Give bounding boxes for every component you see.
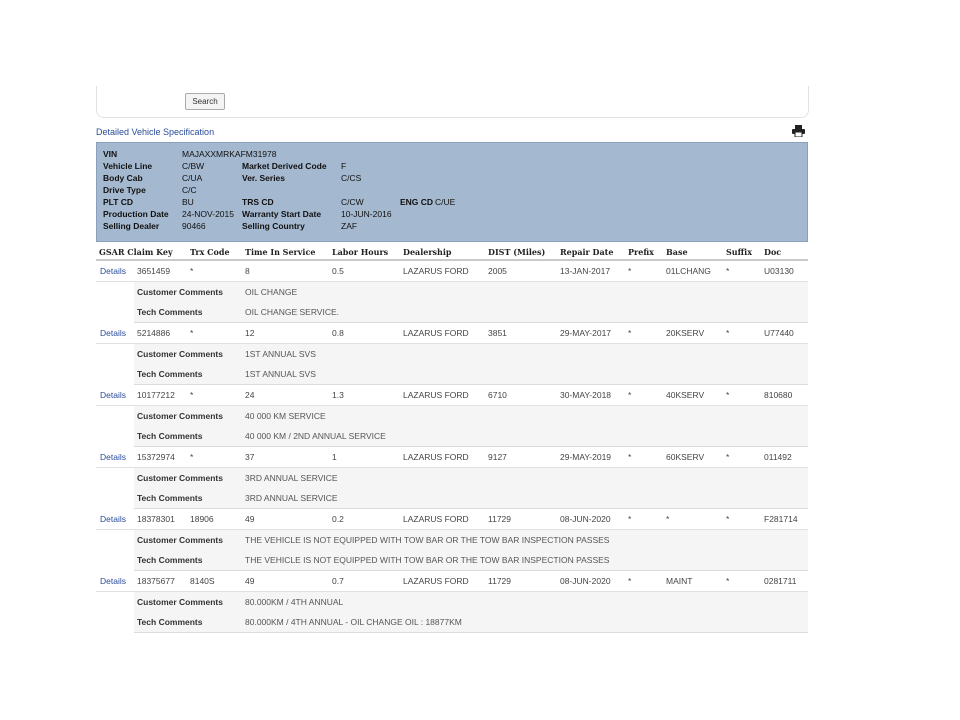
claim-key-cell: 10177212 bbox=[134, 385, 187, 406]
base-cell: * bbox=[663, 509, 723, 530]
customer-comments-row bbox=[96, 592, 808, 613]
tech-comments-text: OIL CHANGE SERVICE. bbox=[242, 302, 808, 323]
trx-code-cell: 18906 bbox=[187, 509, 242, 530]
customer-comments-row bbox=[96, 468, 808, 489]
col-header-base: Base bbox=[663, 244, 723, 260]
production-date-value: 24-NOV-2015 bbox=[182, 209, 234, 219]
labor-hours-cell: 1 bbox=[329, 447, 400, 468]
tech-comments-label: Tech Comments bbox=[134, 550, 242, 571]
claim-key-cell: 18378301 bbox=[134, 509, 187, 530]
base-cell: MAINT bbox=[663, 571, 723, 592]
tech-comments-row bbox=[96, 550, 808, 571]
doc-cell: 810680 bbox=[761, 385, 808, 406]
col-header-time-in-service: Time In Service bbox=[242, 244, 329, 260]
vehicle-line-label: Vehicle Line bbox=[103, 161, 153, 171]
dist-cell: 9127 bbox=[485, 447, 557, 468]
time-in-service-cell: 8 bbox=[242, 260, 329, 282]
suffix-cell: * bbox=[723, 447, 761, 468]
ver-series-value: C/CS bbox=[341, 173, 362, 183]
vehicle-spec-panel bbox=[96, 142, 808, 242]
vehicle-line-value: C/BW bbox=[182, 161, 205, 171]
doc-cell: F281714 bbox=[761, 509, 808, 530]
dealership-cell: LAZARUS FORD bbox=[400, 323, 485, 344]
dist-cell: 11729 bbox=[485, 509, 557, 530]
tech-comments-text: 1ST ANNUAL SVS bbox=[242, 364, 808, 385]
plt-cd-value: BU bbox=[182, 197, 194, 207]
details-link[interactable]: Details bbox=[96, 571, 134, 592]
search-panel bbox=[96, 86, 809, 118]
suffix-cell: * bbox=[723, 385, 761, 406]
claim-key-cell: 3651459 bbox=[134, 260, 187, 282]
dist-cell: 3851 bbox=[485, 323, 557, 344]
time-in-service-cell: 49 bbox=[242, 571, 329, 592]
base-cell: 40KSERV bbox=[663, 385, 723, 406]
details-link[interactable]: Details bbox=[96, 509, 134, 530]
eng-cd-value: C/UE bbox=[435, 197, 456, 207]
prefix-cell: * bbox=[625, 260, 663, 282]
tech-comments-row bbox=[96, 612, 808, 633]
col-header-prefix: Prefix bbox=[625, 244, 663, 260]
labor-hours-cell: 0.7 bbox=[329, 571, 400, 592]
suffix-cell: * bbox=[723, 571, 761, 592]
dist-cell: 2005 bbox=[485, 260, 557, 282]
table-header-row bbox=[96, 244, 808, 260]
customer-comments-label: Customer Comments bbox=[134, 282, 242, 303]
customer-comments-label: Customer Comments bbox=[134, 344, 242, 365]
repair-date-cell: 13-JAN-2017 bbox=[557, 260, 625, 282]
col-header-suffix: Suffix bbox=[723, 244, 761, 260]
details-link[interactable]: Details bbox=[96, 260, 134, 282]
customer-comments-row bbox=[96, 530, 808, 551]
details-link[interactable]: Details bbox=[96, 323, 134, 344]
claim-key-cell: 18375677 bbox=[134, 571, 187, 592]
table-row bbox=[96, 323, 808, 344]
tech-comments-text: 80.000KM / 4TH ANNUAL - OIL CHANGE OIL : 18877KM bbox=[242, 612, 808, 633]
customer-comments-label: Customer Comments bbox=[134, 530, 242, 551]
prefix-cell: * bbox=[625, 571, 663, 592]
doc-cell: 011492 bbox=[761, 447, 808, 468]
dealership-cell: LAZARUS FORD bbox=[400, 260, 485, 282]
labor-hours-cell: 0.5 bbox=[329, 260, 400, 282]
table-row bbox=[96, 260, 808, 282]
tech-comments-label: Tech Comments bbox=[134, 488, 242, 509]
col-header-trx-code: Trx Code bbox=[187, 244, 242, 260]
ver-series-label: Ver. Series bbox=[242, 173, 286, 183]
printer-icon[interactable] bbox=[792, 125, 805, 137]
tech-comments-label: Tech Comments bbox=[134, 612, 242, 633]
market-code-label: Market Derived Code bbox=[242, 161, 327, 171]
prefix-cell: * bbox=[625, 509, 663, 530]
col-header-labor-hours: Labor Hours bbox=[329, 244, 400, 260]
doc-cell: U03130 bbox=[761, 260, 808, 282]
table-row bbox=[96, 447, 808, 468]
customer-comments-row bbox=[96, 282, 808, 303]
tech-comments-row bbox=[96, 426, 808, 447]
trx-code-cell: * bbox=[187, 323, 242, 344]
selling-country-value: ZAF bbox=[341, 221, 358, 231]
claims-table bbox=[96, 244, 808, 633]
trx-code-cell: * bbox=[187, 447, 242, 468]
customer-comments-text: 80.000KM / 4TH ANNUAL bbox=[242, 592, 808, 613]
spec-title[interactable]: Detailed Vehicle Specification bbox=[96, 127, 215, 137]
tech-comments-row bbox=[96, 302, 808, 323]
labor-hours-cell: 1.3 bbox=[329, 385, 400, 406]
dist-cell: 6710 bbox=[485, 385, 557, 406]
details-link[interactable]: Details bbox=[96, 385, 134, 406]
repair-date-cell: 30-MAY-2018 bbox=[557, 385, 625, 406]
customer-comments-text: 40 000 KM SERVICE bbox=[242, 406, 808, 427]
repair-date-cell: 29-MAY-2019 bbox=[557, 447, 625, 468]
customer-comments-row bbox=[96, 406, 808, 427]
customer-comments-label: Customer Comments bbox=[134, 468, 242, 489]
prefix-cell: * bbox=[625, 447, 663, 468]
dealership-cell: LAZARUS FORD bbox=[400, 571, 485, 592]
time-in-service-cell: 49 bbox=[242, 509, 329, 530]
col-header-repair-date: Repair Date bbox=[557, 244, 625, 260]
drive-type-value: C/C bbox=[182, 185, 197, 195]
tech-comments-text: 3RD ANNUAL SERVICE bbox=[242, 488, 808, 509]
suffix-cell: * bbox=[723, 260, 761, 282]
repair-date-cell: 08-JUN-2020 bbox=[557, 571, 625, 592]
trs-cd-value: C/CW bbox=[341, 197, 364, 207]
body-cab-value: C/UA bbox=[182, 173, 203, 183]
doc-cell: U77440 bbox=[761, 323, 808, 344]
col-header-doc: Doc bbox=[761, 244, 808, 260]
col-header-claim-key: GSAR Claim Key bbox=[96, 244, 187, 260]
tech-comments-label: Tech Comments bbox=[134, 302, 242, 323]
tech-comments-row bbox=[96, 364, 808, 385]
base-cell: 20KSERV bbox=[663, 323, 723, 344]
search-button[interactable]: Search bbox=[185, 93, 225, 110]
suffix-cell: * bbox=[723, 509, 761, 530]
selling-country-label: Selling Country bbox=[242, 221, 305, 231]
customer-comments-text: OIL CHANGE bbox=[242, 282, 808, 303]
details-link[interactable]: Details bbox=[96, 447, 134, 468]
dist-cell: 11729 bbox=[485, 571, 557, 592]
time-in-service-cell: 12 bbox=[242, 323, 329, 344]
customer-comments-label: Customer Comments bbox=[134, 406, 242, 427]
base-cell: 01LCHANG bbox=[663, 260, 723, 282]
tech-comments-text: 40 000 KM / 2ND ANNUAL SERVICE bbox=[242, 426, 808, 447]
labor-hours-cell: 0.2 bbox=[329, 509, 400, 530]
repair-date-cell: 29-MAY-2017 bbox=[557, 323, 625, 344]
table-row bbox=[96, 571, 808, 592]
labor-hours-cell: 0.8 bbox=[329, 323, 400, 344]
trx-code-cell: * bbox=[187, 260, 242, 282]
customer-comments-row bbox=[96, 344, 808, 365]
doc-cell: 0281711 bbox=[761, 571, 808, 592]
customer-comments-text: THE VEHICLE IS NOT EQUIPPED WITH TOW BAR OR THE TOW BAR INSPECTION PASSES bbox=[242, 530, 808, 551]
trs-cd-label: TRS CD bbox=[242, 197, 274, 207]
tech-comments-row bbox=[96, 488, 808, 509]
suffix-cell: * bbox=[723, 323, 761, 344]
time-in-service-cell: 24 bbox=[242, 385, 329, 406]
table-row bbox=[96, 385, 808, 406]
dealership-cell: LAZARUS FORD bbox=[400, 385, 485, 406]
time-in-service-cell: 37 bbox=[242, 447, 329, 468]
col-header-dist: DIST (Miles) bbox=[485, 244, 557, 260]
prefix-cell: * bbox=[625, 385, 663, 406]
plt-cd-label: PLT CD bbox=[103, 197, 134, 207]
dealership-cell: LAZARUS FORD bbox=[400, 447, 485, 468]
claim-key-cell: 15372974 bbox=[134, 447, 187, 468]
warranty-start-label: Warranty Start Date bbox=[242, 209, 322, 219]
warranty-start-value: 10-JUN-2016 bbox=[341, 209, 392, 219]
market-code-value: F bbox=[341, 161, 347, 171]
customer-comments-text: 1ST ANNUAL SVS bbox=[242, 344, 808, 365]
base-cell: 60KSERV bbox=[663, 447, 723, 468]
production-date-label: Production Date bbox=[103, 209, 169, 219]
tech-comments-label: Tech Comments bbox=[134, 364, 242, 385]
body-cab-label: Body Cab bbox=[103, 173, 143, 183]
dealership-cell: LAZARUS FORD bbox=[400, 509, 485, 530]
table-row bbox=[96, 509, 808, 530]
customer-comments-text: 3RD ANNUAL SERVICE bbox=[242, 468, 808, 489]
tech-comments-label: Tech Comments bbox=[134, 426, 242, 447]
col-header-dealership: Dealership bbox=[400, 244, 485, 260]
eng-cd-label: ENG CD bbox=[400, 197, 434, 207]
vin-label: VIN bbox=[103, 149, 118, 159]
prefix-cell: * bbox=[625, 323, 663, 344]
customer-comments-label: Customer Comments bbox=[134, 592, 242, 613]
repair-date-cell: 08-JUN-2020 bbox=[557, 509, 625, 530]
drive-type-label: Drive Type bbox=[103, 185, 146, 195]
vin-value: MAJAXXMRKAFM31978 bbox=[182, 149, 277, 159]
trx-code-cell: * bbox=[187, 385, 242, 406]
claim-key-cell: 5214886 bbox=[134, 323, 187, 344]
trx-code-cell: 8140S bbox=[187, 571, 242, 592]
selling-dealer-label: Selling Dealer bbox=[103, 221, 160, 231]
selling-dealer-value: 90466 bbox=[182, 221, 206, 231]
tech-comments-text: THE VEHICLE IS NOT EQUIPPED WITH TOW BAR OR THE TOW BAR INSPECTION PASSES bbox=[242, 550, 808, 571]
